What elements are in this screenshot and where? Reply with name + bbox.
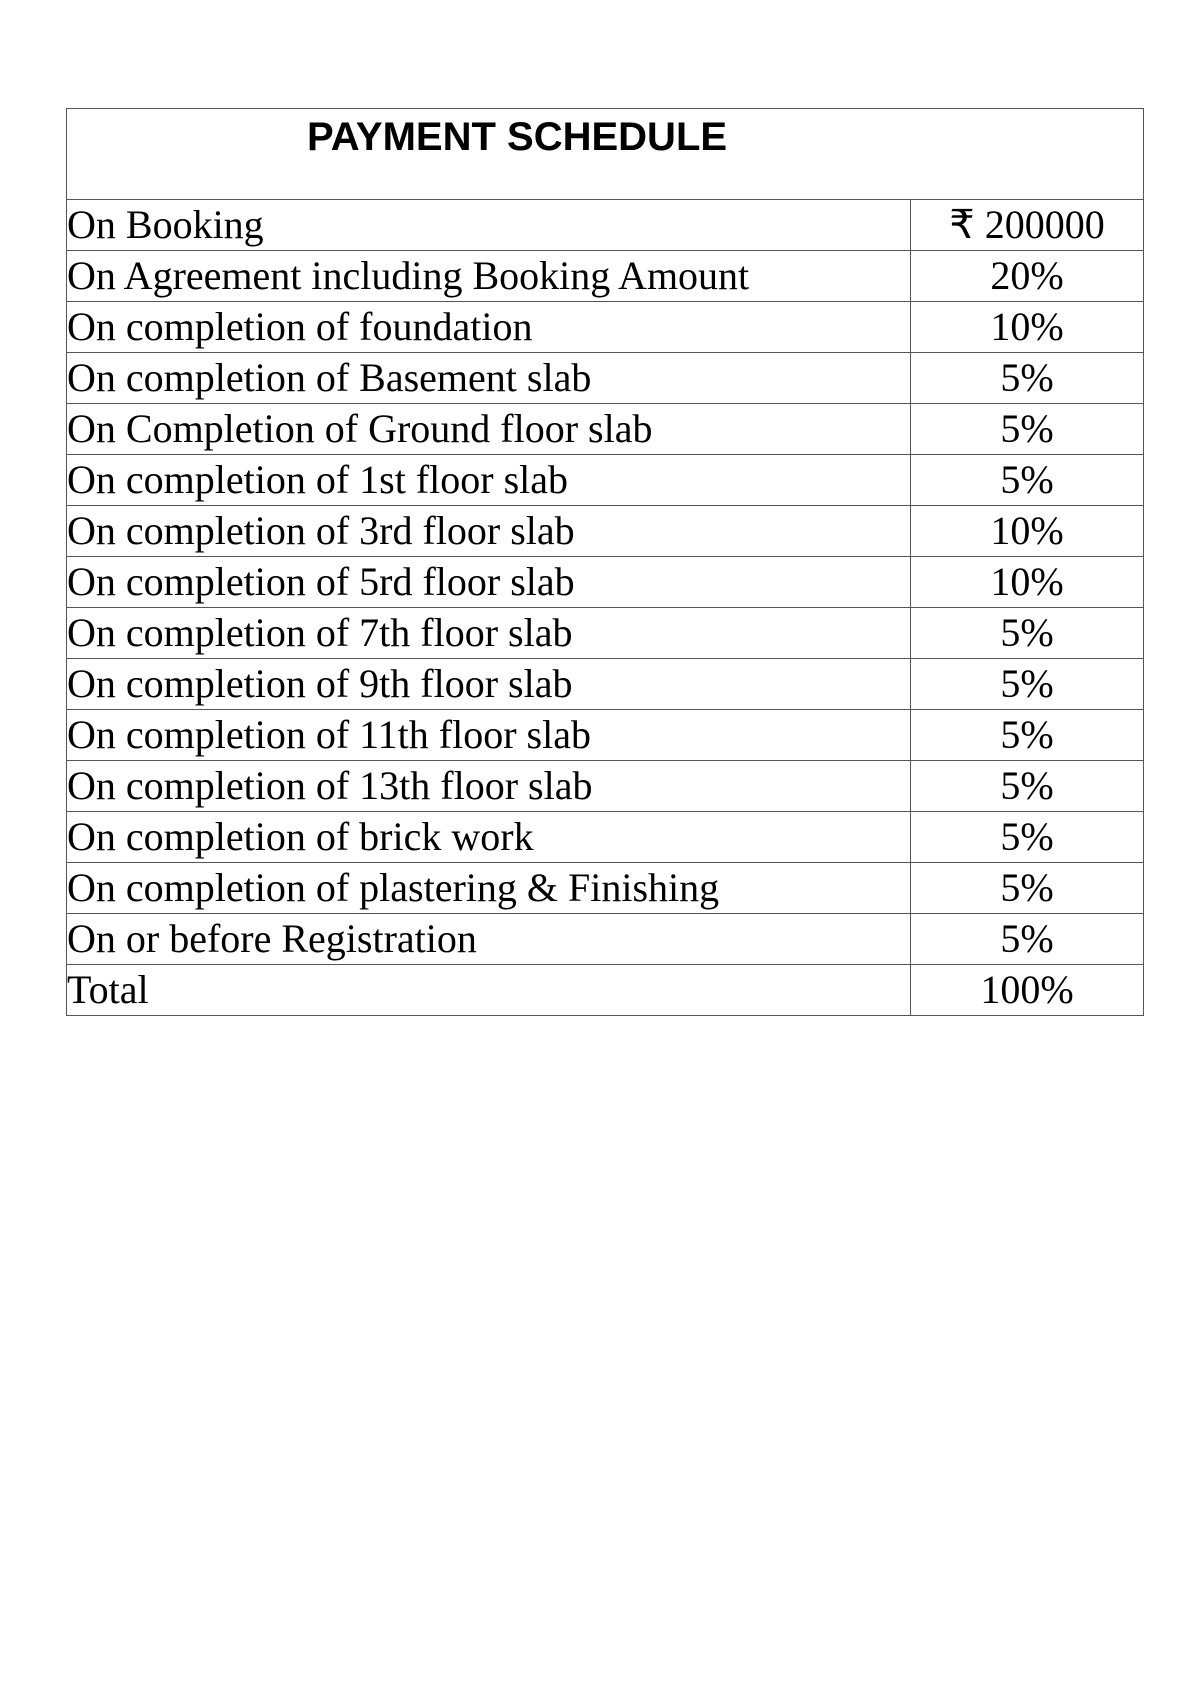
table-row bbox=[67, 404, 1144, 455]
table-row bbox=[67, 965, 1144, 1016]
payment-amount: 5% bbox=[911, 455, 1144, 506]
payment-stage-label: On completion of 7th floor slab bbox=[67, 608, 911, 659]
payment-stage-label: On completion of 11th floor slab bbox=[67, 710, 911, 761]
payment-amount: 5% bbox=[911, 353, 1144, 404]
payment-stage-label: On completion of Basement slab bbox=[67, 353, 911, 404]
table-row bbox=[67, 455, 1144, 506]
payment-amount: 5% bbox=[911, 812, 1144, 863]
payment-stage-label: On completion of 9th floor slab bbox=[67, 659, 911, 710]
payment-amount: 10% bbox=[911, 506, 1144, 557]
table-row bbox=[67, 200, 1144, 251]
payment-stage-label: On completion of plastering & Finishing bbox=[67, 863, 911, 914]
payment-stage-label: On completion of 13th floor slab bbox=[67, 761, 911, 812]
payment-amount: 5% bbox=[911, 914, 1144, 965]
payment-amount: 100% bbox=[911, 965, 1144, 1016]
payment-stage-label: On completion of brick work bbox=[67, 812, 911, 863]
table-row bbox=[67, 863, 1144, 914]
payment-stage-label: On Booking bbox=[67, 200, 911, 251]
table-title-row bbox=[67, 109, 1144, 200]
table-row bbox=[67, 302, 1144, 353]
payment-amount: ₹ 200000 bbox=[911, 200, 1144, 251]
table-row bbox=[67, 761, 1144, 812]
table-row bbox=[67, 659, 1144, 710]
table-row bbox=[67, 506, 1144, 557]
table-row bbox=[67, 608, 1144, 659]
table-row bbox=[67, 710, 1144, 761]
payment-amount: 5% bbox=[911, 404, 1144, 455]
payment-amount: 5% bbox=[911, 761, 1144, 812]
table-title-cell bbox=[67, 109, 1144, 200]
payment-stage-label: On completion of 3rd floor slab bbox=[67, 506, 911, 557]
payment-amount: 5% bbox=[911, 659, 1144, 710]
payment-stage-label: On completion of foundation bbox=[67, 302, 911, 353]
payment-stage-label: On Agreement including Booking Amount bbox=[67, 251, 911, 302]
payment-amount: 5% bbox=[911, 863, 1144, 914]
payment-amount: 20% bbox=[911, 251, 1144, 302]
payment-amount: 10% bbox=[911, 302, 1144, 353]
payment-amount: 5% bbox=[911, 710, 1144, 761]
payment-amount: 10% bbox=[911, 557, 1144, 608]
payment-stage-label: On completion of 5rd floor slab bbox=[67, 557, 911, 608]
table-row bbox=[67, 353, 1144, 404]
payment-amount: 5% bbox=[911, 608, 1144, 659]
table-row bbox=[67, 914, 1144, 965]
table-row bbox=[67, 557, 1144, 608]
table-row bbox=[67, 251, 1144, 302]
table-row bbox=[67, 812, 1144, 863]
page-title: PAYMENT SCHEDULE bbox=[307, 115, 728, 159]
payment-stage-label: On completion of 1st floor slab bbox=[67, 455, 911, 506]
payment-schedule-table bbox=[66, 108, 1144, 1016]
payment-stage-label: On or before Registration bbox=[67, 914, 911, 965]
payment-stage-label: Total bbox=[67, 965, 911, 1016]
payment-stage-label: On Completion of Ground floor slab bbox=[67, 404, 911, 455]
table-body bbox=[67, 200, 1144, 1016]
